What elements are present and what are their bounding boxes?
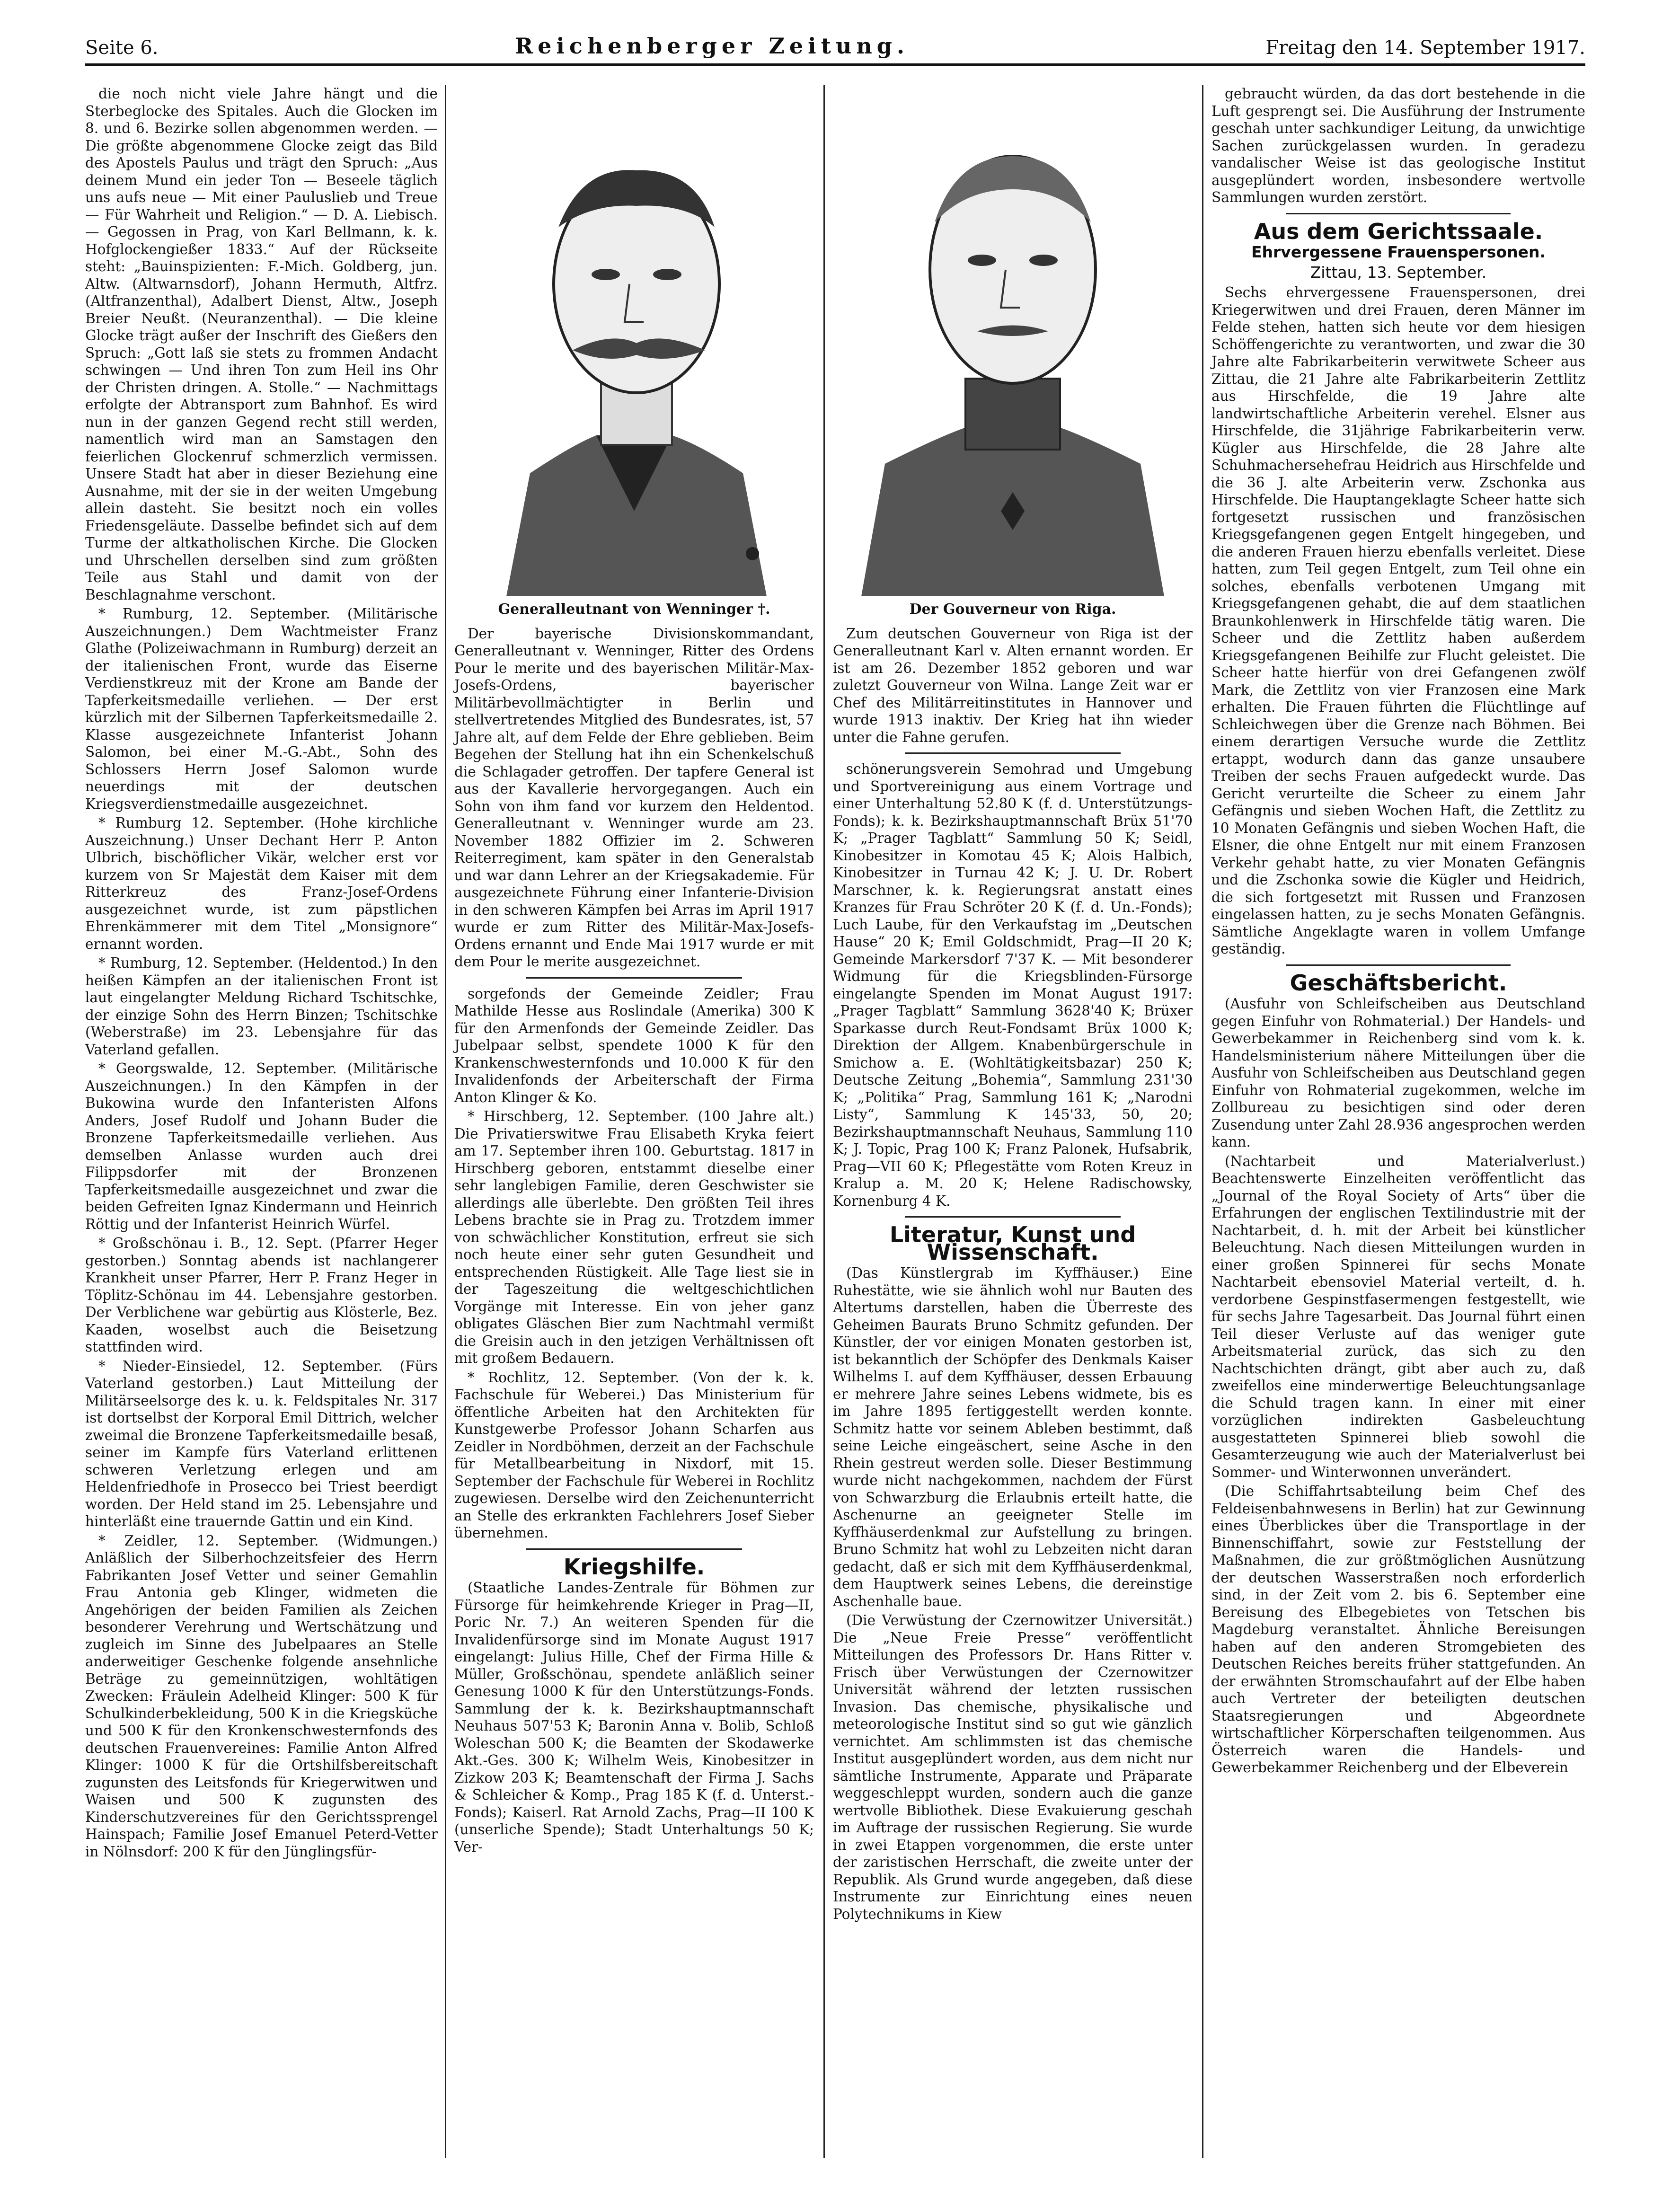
divider (1286, 213, 1511, 214)
portrait-gouverneur-riga (847, 85, 1178, 596)
article-text: * Zeidler, 12. September. (Widmungen.) Anläßlich der Silberhochzeitsfeier des Herrn Fabrikanten Josef Vetter und seiner Gemahlin Frau Antonia geb Klinger, widmeten die Angehörigen der beiden Familien als Zeichen besonderer Verehrung und Wertschätzung und zugleich im Sinne des Jubelpaares an Stelle anderweitiger Geschenke folgende ansehnliche Beträge zu gemeinnützigen, wohltätigen Zwecken: Fräulein Adelheid Klinger: 500 K für Schulkinderbekleidung, 500 K in die Kriegsküche und 500 K für den Kronkenschwesternfonds des deutschen Frauenvereines: Familie Anton Alfred Klinger: 1000 K für die Ortshilfsbereitschaft zugunsten des Leitsfonds für Kriegerwitwen und Waisen und 500 K zugunsten des Kinderschutzvereines für den Gerichtssprengel Hainspach; Familie Josef Emanuel Peterd-Vetter in Nölnsdorf: 200 K für den Jünglingsfür- (85, 1532, 438, 1860)
divider (905, 752, 1121, 754)
divider (1286, 964, 1511, 966)
page-number: Seite 6. (85, 37, 159, 59)
article-text: (Ausfuhr von Schleifscheiben aus Deutschland gegen Einfuhr von Rohmaterial.) Der Handels- und Gewerbekammer in Reichenberg sind vom k. k. Handelsministerium nähere Mitteilungen über die Ausfuhr von Schleifscheiben aus Deutschland gegen Einfuhr von Rohmaterial zugekommen, welche im Zollbureau zu besichtigen sind oder deren Zusendung unter Zahl 28.936 angesprochen werden kann. (1211, 996, 1585, 1150)
portrait-caption: Generalleutnant von Wenninger †. (498, 601, 770, 618)
divider (526, 977, 742, 979)
column-rule (1202, 85, 1203, 2158)
portrait-caption: Der Gouverneur von Riga. (909, 601, 1116, 618)
portrait-wenninger (487, 85, 781, 596)
newspaper-title: Reichenberger Zeitung. (514, 33, 909, 59)
article-text: (Nachtarbeit und Materialverlust.) Beachtenswerte Einzelheiten veröffentlicht das „Journal of the Royal Society of Arts“ über die Erfahrungen der englischen Textilindustrie mit der Nachtarbeit, d. h. mit der Arbeit bei künstlicher Beleuchtung. Nach diesen Mitteilungen wurden in einer großen Spinnerei für sechs Monate Nachtarbeit ebensoviel Material verteilt, d. h. verdorbene Gespinstfasermengen festgestellt, wie für sechs Jahre Tagesarbeit. Das Journal führt einen Teil dieser Verluste auf das weniger gute Arbeitsmaterial zurück, das sich zu den Nachtschichten drängt, gibt aber auch zu, daß zweifellos eine minderwertige Beleuchtungsanlage die Schuld tragen kann. In einer mit einer vorzüglichen indirekten Gasbeleuchtung ausgestatteten Spinnerei blieb sowohl die Gesamterzeugung wie auch der Materialverlust bei Sommer- und Winterwonnen unverändert. (1211, 1153, 1585, 1480)
article-text: schönerungsverein Semohrad und Umgebung und Sportvereinigung aus einem Vortrage und einer Unterhaltung 52.80 K (f. d. Unterstützungs-Fonds); k. k. Bezirkshauptmannschaft Brüx 51'70 K; „Prager Tagblatt“ Sammlung 50 K; Seidl, Kinobesitzer in Komotau 45 K; Alois Halbich, Kinobesitzer in Turnau 42 K; J. U. Dr. Robert Marschner, k. k. Regierungsrat anstatt eines Kranzes für Frau Schröter 20 K (f. d. Un.-Fonds); Luch Laube, für den Verkaufstag im „Deutschen Hause“ 20 K; Emil Goldschmidt, Prag—II 20 K; Gemeinde Markersdorf 7'37 K. — Mit besonderer Widmung für die Kriegsblinden-Fürsorge eingelangte Spenden im Monat August 1917: „Prager Tagblatt“ Sammlung 3628'40 K; Brüxer Sparkasse durch Reut-Fondsamt Brüx 1000 K; Direktion der Allgem. Knabenbürgerschule in Smichow a. E. (Wohltätigkeitsbazar) 250 K; Deutsche Zeitung „Bohemia“, Sammlung 231'30 K; „Politika“ Prag, Sammlung 161 K; „Narodni Listy“, Sammlung K 145'33, 50, 20; Bezirkshauptmannschaft Neuhaus, Sammlung 110 K; J. Topic, Prag 100 K; Franz Palonek, Hufsabrik, Prag—VII 60 K; Pflegestätte vom Roten Kreuz in Kralup a. M. 20 K; Helene Radischowsky, Kornenburg 4 K. (833, 761, 1193, 1209)
article-text: * Nieder-Einsiedel, 12. September. (Fürs Vaterland gestorben.) Laut Mitteilung der Militärseelsorge des k. u. k. Feldspitales Nr. 317 ist dortselbst der Korporal Emil Dittrich, welcher zweimal die Bronzene Tapferkeitsmedaille besaß, seiner im Kampfe fürs Vaterland erlittenen schweren Verletzung erlegen und am Heldenfriedhofe in Prosecco bei Triest beerdigt worden. Der Held stand im 25. Lebensjahre und hinterläßt eine trauernde Gattin und ein Kind. (85, 1358, 438, 1529)
article-text: * Rumburg, 12. September. (Militärische Auszeichnungen.) Dem Wachtmeister Franz Glathe (Polizeiwachmann in Rumburg) derzeit an der italienischen Front, wurde das Eiserne Verdienstkreuz mit der Krone am Bande der Tapferkeitsmedaille verliehen. — Der erst kürzlich mit der Silbernen Tapferkeitsmedaille 2. Klasse ausgezeichnete Infanterist Johann Salomon, bei einer M.-G.-Abt., Sohn des Schlossers Herrn Josef Salomon wurde neuerdings mit der deutschen Kriegsverdienstmedaille ausgezeichnet. (85, 606, 438, 812)
article-text: sorgefonds der Gemeinde Zeidler; Frau Mathilde Hesse aus Roslindale (Amerika) 300 K für den Armenfonds der Gemeinde Zeidler. Das Jubelpaar selbst, spendete 1000 K für den Krankenschwesternfonds und 10.000 K für den Invalidenfonds der Arbeiterschaft der Firma Anton Klinger & Ko. (454, 985, 814, 1105)
article-text: Der bayerische Divisionskommandant, Generalleutnant v. Wenninger, Ritter des Ordens Pour le merite und des bayerischen Militär-Max-Josefs-Ordens, bayerischer Militärbevollmächtigter in Berlin und stellvertretendes Mitglied des Bundesrates, ist, 57 Jahre alt, auf dem Felde der Ehre geblieben. Beim Begehen der Stellung hat ihn ein Schenkelschuß die Schlagader getroffen. Der tapfere General ist aus der Kavallerie hervorgegangen. Auch ein Sohn von ihm fand vor kurzem den Heldentod. Generalleutnant v. Wenninger wurde am 23. November 1882 Offizier im 2. Schweren Reiterregiment, kam später in den Generalstab und war dann Lehrer an der Kriegsakademie. Für ausgezeichnete Führung einer Infanterie-Division in den schweren Kämpfen bei Arras im April 1917 wurde er zum Ritter des Militär-Max-Josefs-Ordens ernannt und Ende Mai 1917 wurde er mit dem Pour le merite ausgezeichnet. (454, 625, 814, 970)
masthead (85, 33, 1585, 66)
column-4 (1211, 85, 1585, 1778)
article-text: (Staatliche Landes-Zentrale für Böhmen zur Fürsorge für heimkehrende Krieger in Prag—II, Poric Nr. 7.) An weiteren Spenden für die Invalidenfürsorge sind im Monate August 1917 eingelangt: Julius Hille, Chef der Firma Hille & Müller, Großschönau, spendete anläßlich seiner Genesung 1000 K für den Unterstützungs-Fonds. Sammlung der k. k. Bezirkshauptmannschaft Neuhaus 507'53 K; Baronin Anna v. Bolib, Schloß Woleschan 500 K; die Beamten der Skodawerke Akt.-Ges. 300 K; Wilhelm Weis, Kinobesitzer in Zizkow 203 K; Beamtenschaft der Firma J. Sachs & Schleicher & Komp., Prag 185 K (f. d. Unterst.-Fonds); Kaiserl. Rat Arnold Zachs, Prag—II 100 K (unserliche Spende); Stadt Unterhaltungs 50 K; Ver- (454, 1580, 814, 1855)
column-3 (833, 85, 1193, 1925)
article-text: Sechs ehrvergessene Frauenspersonen, drei Kriegerwitwen und drei Frauen, deren Männer im Felde stehen, hatten sich heute vor dem hiesigen Schöffengerichte zu verantworten, und zwar die 30 Jahre alte Fabrikarbeiterin verwitwete Scheer aus Zittau, die 21 Jahre alte Fabrikarbeiterin Zettlitz aus Hirschfelde, die 19 Jahre alte landwirtschaftliche Arbeiterin verehel. Elsner aus Hirschfelde, die 31jährige Fabrikarbeiterin verw. Kügler aus Hirschfelde, die 28 Jahre alte Schuhmachersehefrau Heidrich aus Hirschfelde und die 36 J. alte Arbeiterin verw. Zschonka aus Hirschfelde. Die Hauptangeklagte Scheer hatte sich fortgesetzt russischen und französischen Kriegsgefangenen gegen Entgelt hingegeben, und die anderen Frauen hierzu ebenfalls verleitet. Diese hatten, zum Teil gegen Entgelt, zum Teil ohne ein solches, ebenfalls verbotenen Umgang mit Kriegsgefangenen gehabt, die auf dem staatlichen Braunkohlenwerk in Hirschfelde tätig waren. Die Scheer und die Zettlitz haben außerdem Kriegsgefangenen Beihilfe zur Flucht geleistet. Die Scheer hatte hierfür von drei Gefangenen zwölf Mark, die Zettlitz von vier Franzosen eine Mark erhalten. Die Frauen führten die Flüchtlinge auf Schleichwegen über die Grenze nach Böhmen. Bei einem derartigen Versuche wurde die Zettlitz ertappt, wodurch dann das ganze unsaubere Treiben der sechs Frauen aufgedeckt wurde. Das Gericht verurteilte die Scheer zu einem Jahr Gefängnis und sieben Wochen Haft, die Zettlitz zu 10 Monaten Gefängnis und sieben Wochen Haft, die Elsner, die ohne Entgelt nur mit einem Franzosen Verkehr gehabt hatte, zu vier Monaten Gefängnis und die Zschonka sowie die Kügler und Heidrich, die sich fortgesetzt mit Russen und Franzosen eingelassen hatten, zu je sechs Monaten Gefängnis. Sämtliche Angeklagte waren in vollem Umfange geständig. (1211, 284, 1585, 957)
section-heading: Geschäftsbericht. (1290, 970, 1507, 996)
article-text: * Rumburg, 12. September. (Heldentod.) In den heißen Kämpfen an der italienischen Front ist laut eingelangter Meldung Richard Tschitschke, der einzige Sohn des Herrn Binzen; Tschitschke (Weberstraße) im 23. Lebensjahre für das Vaterland gefallen. (85, 955, 438, 1058)
column-rule (445, 85, 446, 2158)
divider (905, 1216, 1121, 1218)
article-text: (Die Schiffahrtsabteilung beim Chef des Feldeisenbahnwesens in Berlin) hat zur Gewinnung eines Überblickes über die Transportlage in der Binnenschiffahrt, sowie zur Feststellung der Maßnahmen, die zur größtmöglichen Ausnützung der deutschen Wasserstraßen noch erforderlich sind, in der Zeit vom 2. bis 6. September eine Bereisung des Elbegebietes von Tetschen bis Magdeburg veranstaltet. Ähnliche Bereisungen haben auf den anderen Stromgebieten des Deutschen Reiches bereits früher stattgefunden. An der erwähnten Stromschaufahrt auf der Elbe haben auch Vertreter der beteiligten deutschen Staatsregierungen und Abgeordnete wirtschaftlicher Körperschaften teilgenommen. Aus Österreich waren die Handels- und Gewerbekammer Reichenberg und der Elbeverein (1211, 1483, 1585, 1776)
column-rule (823, 85, 825, 2158)
article-text: * Rumburg 12. September. (Hohe kirchliche Auszeichnung.) Unser Dechant Herr P. Anton Ulbrich, bischöflicher Vikär, welcher erst vor kurzem von Sr Majestät dem Kaiser mit dem Ritterkreuz des Franz-Josef-Ordens ausgezeichnet wurde, ist zum päpstlichen Ehrenkämmerer mit dem Titel „Monsignore“ ernannt worden. (85, 815, 438, 952)
section-heading: Aus dem Gerichtssaale. (1254, 218, 1543, 244)
article-text: Zum deutschen Gouverneur von Riga ist der Generalleutnant Karl v. Alten ernannt worden. Er ist am 26. Dezember 1852 geboren und war zuletzt Gouverneur von Wilna. Lange Zeit war er Chef des Militärreitinstitutes in Hannover und wurde 1913 inaktiv. Der Krieg hat ihn wieder unter die Fahne gerufen. (833, 625, 1193, 745)
section-heading: Kriegshilfe. (563, 1554, 705, 1580)
article-subheading: Ehrvergessene Frauenspersonen. (1251, 243, 1546, 261)
column-2 (454, 85, 814, 1857)
article-text: * Rochlitz, 12. September. (Von der k. k. Fachschule für Weberei.) Das Ministerium für öffentliche Arbeiten hat den Architekten für Kunstgewerbe Professor Johann Scharfen aus Zeidler in Nordböhmen, derzeit an der Fachschule für Metallbearbeitung in Nixdorf, mit 15. September der Fachschule für Weberei in Rochlitz zugewiesen. Derselbe wird den Zeichenunterricht an Stelle des erkrankten Fachlehrers Josef Sieber übernehmen. (454, 1369, 814, 1541)
article-text: * Großschönau i. B., 12. Sept. (Pfarrer Heger gestorben.) Sonntag abends ist nachlangerer Krankheit unser Pfarrer, Herr P. Franz Heger in Töplitz-Schönau im 44. Lebensjahre gestorben. Der Verblichene war gebürtig aus Klösterle, Bez. Kaaden, woselbst auch die Beisetzung stattfinden wird. (85, 1235, 438, 1355)
column-1 (85, 85, 438, 1862)
article-text: gebraucht würden, da das dort bestehende in die Luft gesprengt sei. Die Ausführung der Instrumente geschah unter sachkundiger Leitung, da unwichtige Sachen zurückgelassen wurden. In geradezu vandalischer Weise ist das geologische Institut ausgeplündert worden, insbesondere wertvolle Sammlungen wurden zerstört. (1211, 86, 1585, 205)
article-text: * Georgswalde, 12. September. (Militärische Auszeichnungen.) In den Kämpfen in der Bukowina wurde den Infanteristen Alfons Anders, Josef Rudolf und Johann Buder die Bronzene Tapferkeitsmedaille verliehen. Aus demselben Anlasse wurden auch drei Filippsdorfer mit der Bronzenen Tapferkeitsmedaille ausgezeichnet und zwar die beiden Gefreiten Ignaz Kindermann und Heinrich Röttig und der Infanterist Heinrich Würfel. (85, 1060, 438, 1232)
article-text: (Das Künstlergrab im Kyffhäuser.) Eine Ruhestätte, wie sie ähnlich wohl nur Bauten des Altertums darstellen, haben die Überreste des Geheimen Baurats Bruno Schmitz gefunden. Der Künstler, der vor einigen Monaten gestorben ist, ist bekanntlich der Schöpfer des Denkmals Kaiser Wilhelms I. auf dem Kyffhäuser, dessen Erbauung er mehrere Jahre seines Lebens widmete, bis es im Jahre 1895 fertiggestellt werden konnte. Schmitz hatte vor seinem Ableben bestimmt, daß seine Leiche eingeäschert, seine Asche in den Rhein gestreut werden solle. Dieser Bestimmung wurde nicht nachgekommen, nachdem der Fürst von Schwarzburg die Erlaubnis erteilt hatte, die Aschenurne an geeigneter Stelle im Kyffhäuserdenkmal zur Aufstellung zu bringen. Bruno Schmitz hat wohl zu Lebzeiten nicht daran gedacht, daß er sich mit dem Kyffhäuserdenkmal, dem Hauptwerk seines Lebens, die dereinstige Aschenhalle baue. (833, 1265, 1193, 1609)
divider (526, 1548, 742, 1550)
section-heading: Literatur, Kunst und Wissenschaft. (889, 1222, 1136, 1265)
newspaper-page (85, 33, 1585, 2163)
issue-date: Freitag den 14. September 1917. (1265, 37, 1585, 59)
article-text: (Die Verwüstung der Czernowitzer Universität.) Die „Neue Freie Presse“ veröffentlicht Mitteilungen des Professors Dr. Hans Ritter v. Frisch über Verwüstungen der Czernowitzer Universität während der letzten russischen Invasion. Das chemische, physikalische und meteorologische Institut sind so gut wie gänzlich vernichtet. Am schlimmsten ist das chemische Institut ausgeplündert worden, aus dem nicht nur sämtliche Instrumente, Apparate und Präparate weggeschleppt wurden, sondern auch die ganze wertvolle Bibliothek. Diese Evakuierung geschah im Auftrage der russischen Regierung. Sie wurde in zwei Etappen vorgenommen, die erste unter der zaristischen Herrschaft, die zweite unter der Republik. Als Grund wurde angegeben, daß diese Instrumente zur Einrichtung eines neuen Polytechnikums in Kiew (833, 1612, 1193, 1922)
dateline: Zittau, 13. September. (1310, 263, 1487, 282)
article-text: die noch nicht viele Jahre hängt und die Sterbeglocke des Spitales. Auch die Glocken im 8. und 6. Bezirke sollen abgenommen werden. — Die größte abgenommene Glocke zeigt das Bild des Apostels Paulus und trägt den Spruch: „Aus deinem Mund ein jeder Ton — Beseele täglich uns aufs neue — Mit einer Pauluslieb und Treue — Für Wahrheit und Religion.“ — D. A. Liebisch. — Gegossen in Prag, von Karl Bellmann, k. k. Hofglockengießer 1833.“ Auf der Rückseite steht: „Bauinspizienten: F.-Mich. Goldberg, jun. Altw. (Altwarnsdorf), Johann Hermuth, Altfrz. (Altfranzenthal), Adalbert Dienst, Altw., Joseph Breier Neußt. (Neuranzenthal). — Die kleine Glocke trägt außer der Inschrift des Gießers den Spruch: „Gott laß sie stets zu frommen Andacht schwingen — Und ihren Ton zum Heil ins Ohr der Christen dringen. A. Stolle.“ — Nachmittags erfolgte der Abtransport zum Bahnhof. Es wird nun in der ganzen Gegend recht still werden, namentlich wird man an Samstagen den feierlichen Glockenruf schmerzlich vermissen. Unsere Stadt hat aber in dieser Beziehung eine Ausnahme, mit der sie in der weiten Umgebung allein dasteht. Sie besitzt noch ein volles Friedensgeläute. Dasselbe befindet sich auf dem Turme der altkatholischen Kirche. Die Glocken und Uhrschellen derselben sind zum größten Teile aus Stahl und damit von der Beschlagnahme verschont. (85, 86, 438, 603)
article-text: * Hirschberg, 12. September. (100 Jahre alt.) Die Privatierswitwe Frau Elisabeth Kryka feiert am 17. September ihren 100. Geburtstag. 1817 in Hirschberg geboren, entstammt dieselbe einer sehr langlebigen Familie, deren Geschwister sie allerdings alle überlebte. Den größten Teil ihres Lebens brachte sie in Prag zu. Trotzdem immer von schwächlicher Konstitution, erfreut sie sich noch heute einer sehr guten Gesundheit und entsprechenden Rüstigkeit. Alle Tage liest sie in der Tageszeitung die weltgeschichtlichen Vorgänge mit Interesse. Ein von jeher ganz obligates Gläschen Bier zum Nachtmahl vermißt die Greisin auch in den jetzigen Verhältnissen oft mit großem Bedauern. (454, 1108, 814, 1366)
